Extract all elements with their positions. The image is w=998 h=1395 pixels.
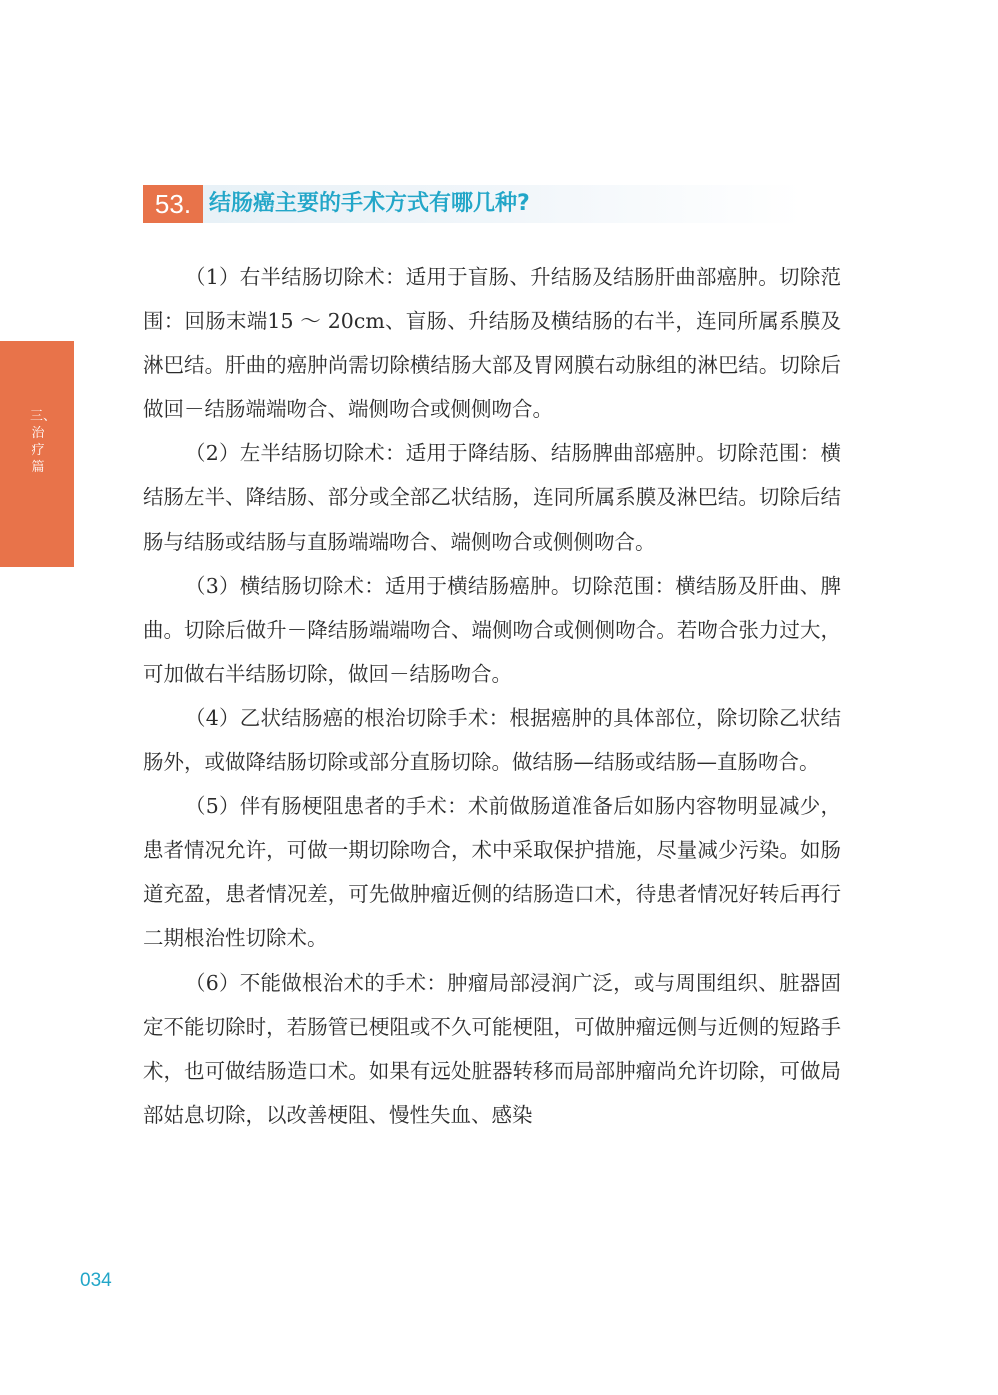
paragraph-5: （5）伴有肠梗阻患者的手术：术前做肠道准备后如肠内容物明显减少，患者情况允许，可做一期切除吻合，术中采取保护措施，尽量减少污染。如肠道充盈，患者情况差，可先做肿瘤近侧的结肠造口术，待患者情况好转后再行二期根治性切除术。 [143,794,841,951]
question-title: 结肠癌主要的手术方式有哪几种? [209,191,530,216]
paragraph-3: （3）横结肠切除术：适用于横结肠癌肿。切除范围：横结肠及肝曲、脾曲。切除后做升－降结肠端端吻合、端侧吻合或侧侧吻合。若吻合张力过大，可加做右半结肠切除，做回－结肠吻合。 [143,573,841,686]
paragraph-6: （6）不能做根治术的手术：肿瘤局部浸润广泛，或与周围组织、脏器固定不能切除时，若肠管已梗阻或不久可能梗阻，可做肿瘤远侧与近侧的短路手术，也可做结肠造口术。如果有远处脏器转移而局部肿瘤尚允许切除，可做局部姑息切除，以改善梗阻、慢性失血、感染 [143,970,841,1127]
page-number: 034 [80,1270,112,1291]
question-number: 53. [143,185,203,223]
body-text [143,255,841,1137]
paragraph-4: （4）乙状结肠癌的根治切除手术：根据癌肿的具体部位，除切除乙状结肠外，或做降结肠切除或部分直肠切除。做结肠—结肠或结肠—直肠吻合。 [143,705,841,775]
paragraph-2: （2）左半结肠切除术：适用于降结肠、结肠脾曲部癌肿。切除范围：横结肠左半、降结肠、部分或全部乙状结肠，连同所属系膜及淋巴结。切除后结肠与结肠或结肠与直肠端端吻合、端侧吻合或侧侧吻合。 [143,441,841,554]
paragraph-1: （1）右半结肠切除术：适用于盲肠、升结肠及结肠肝曲部癌肿。切除范围：回肠末端15 ～ 20cm、盲肠、升结肠及横结肠的右半，连同所属系膜及淋巴结。肝曲的癌肿尚需切除横结肠大部及胃网膜右动脉组的淋巴结。切除后做回－结肠端端吻合、端侧吻合或侧侧吻合。 [143,265,841,422]
question-heading [143,185,803,223]
section-side-label: 三、治疗篇 [30,409,57,475]
